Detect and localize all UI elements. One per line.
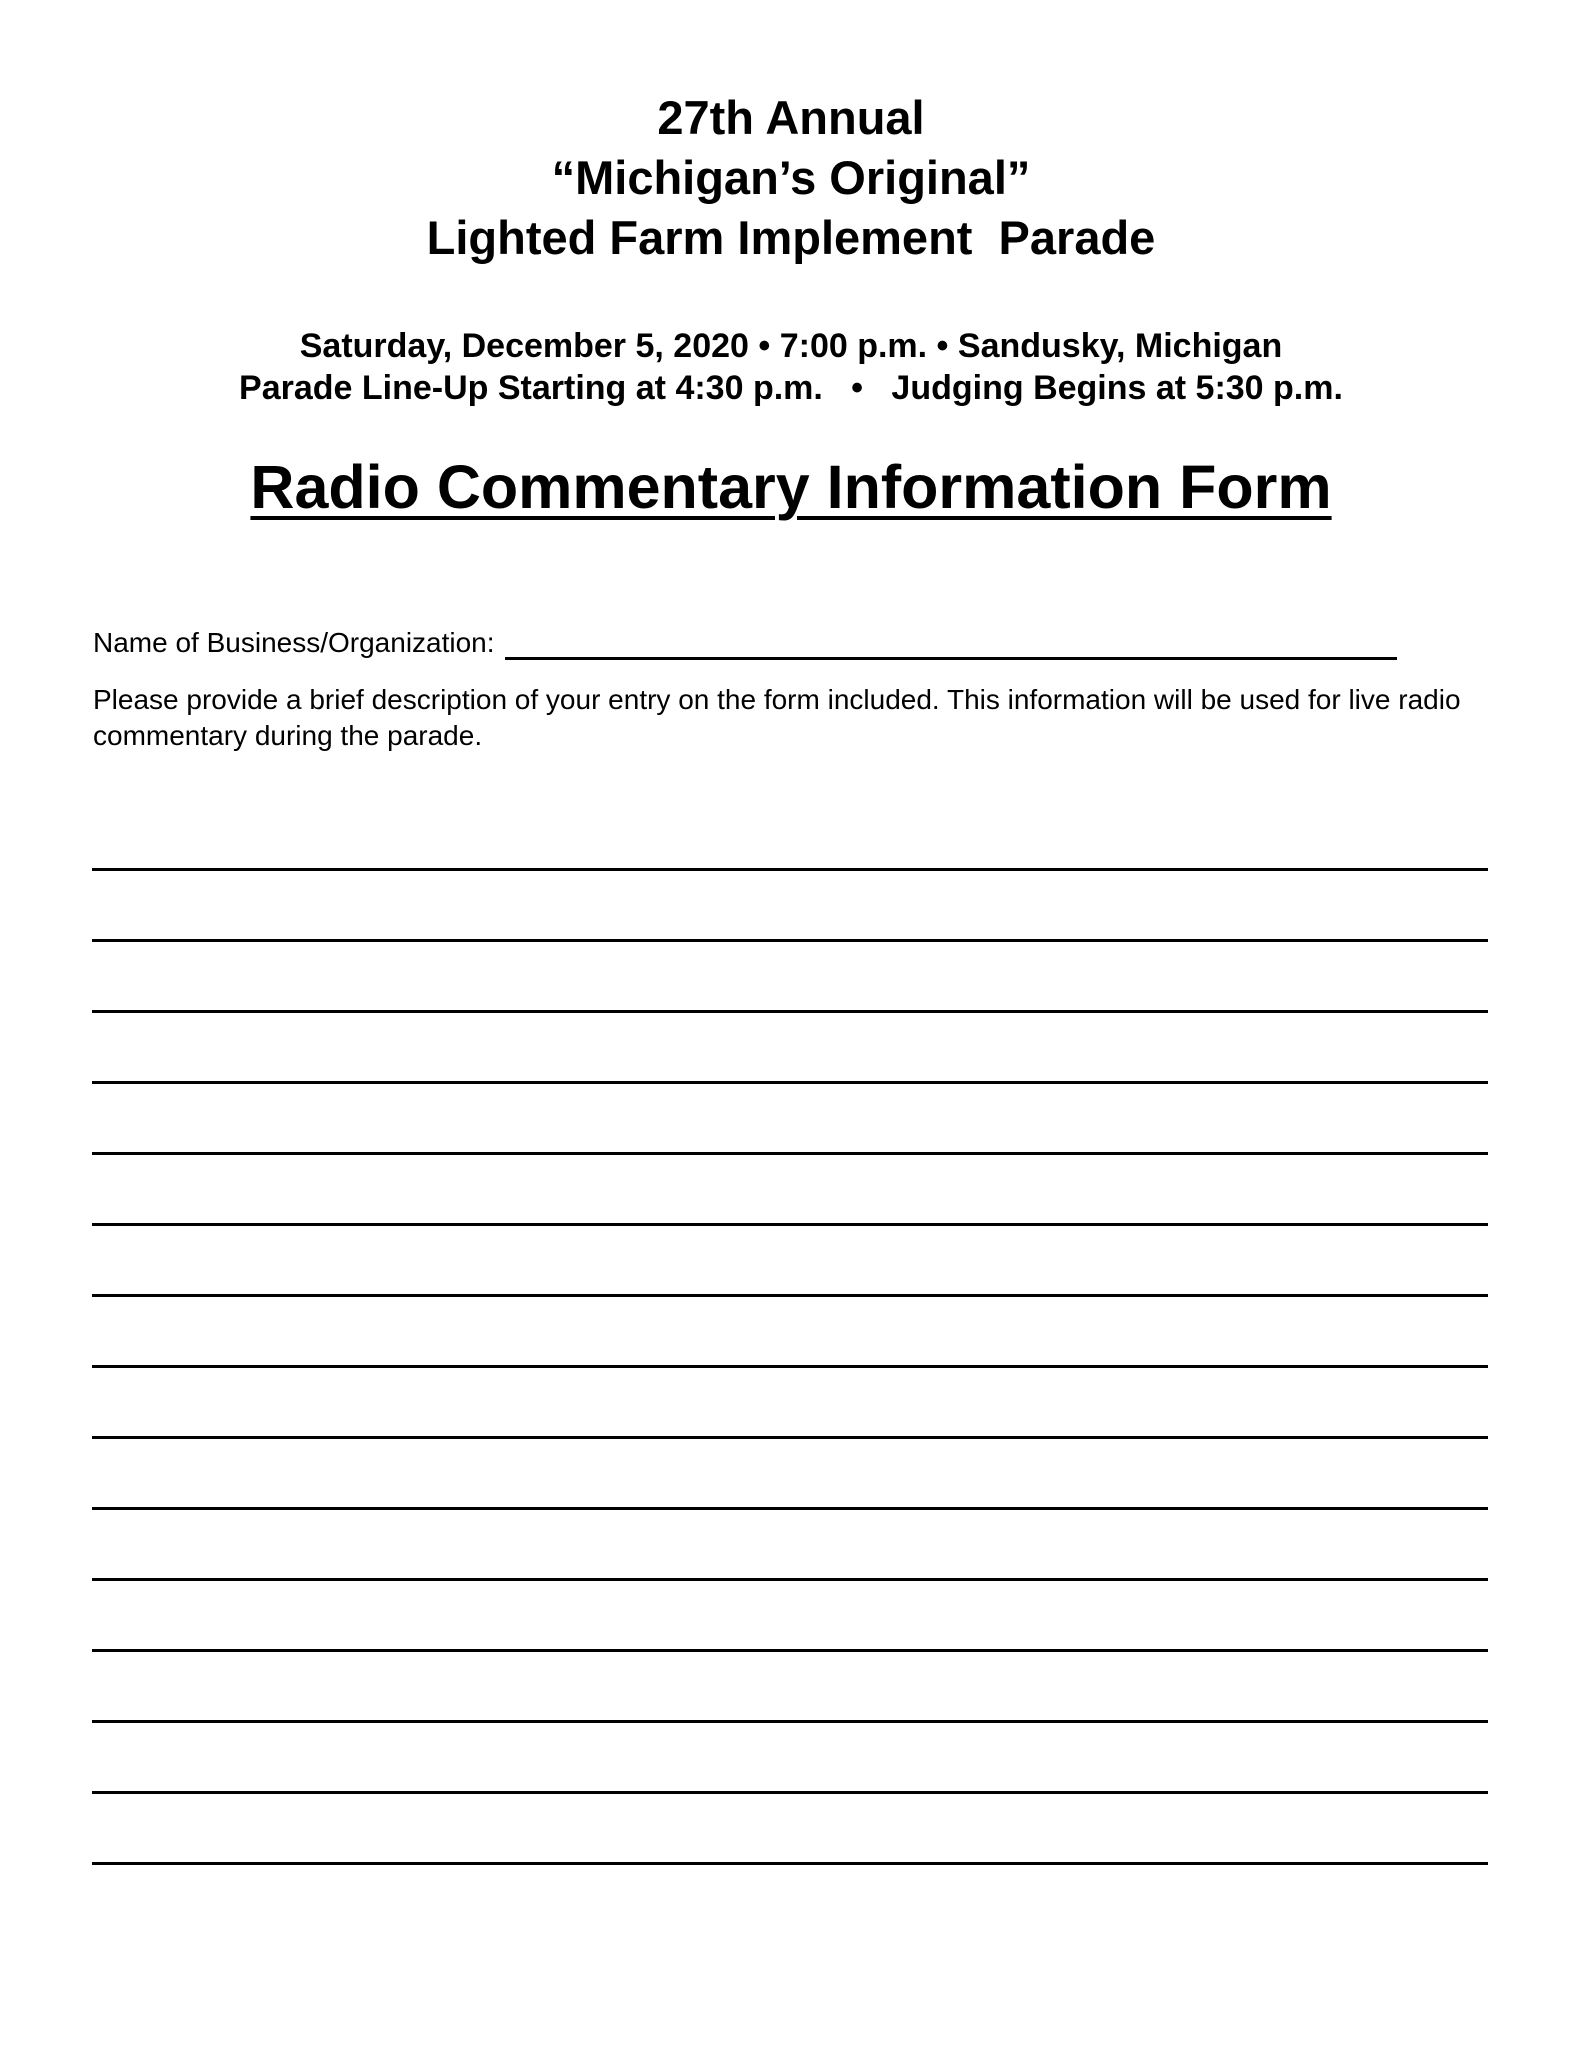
business-name-label: Name of Business/Organization: <box>93 627 495 658</box>
description-line[interactable] <box>92 1723 1488 1794</box>
description-line[interactable] <box>92 871 1488 942</box>
title-line-parade-name: Lighted Farm Implement Parade <box>426 211 1156 264</box>
event-date-time-location: Saturday, December 5, 2020 • 7:00 p.m. • Sandusky, Michigan <box>299 327 1283 365</box>
description-line[interactable] <box>92 1794 1488 1865</box>
description-line[interactable] <box>92 1439 1488 1510</box>
description-line[interactable] <box>92 1510 1488 1581</box>
form-title <box>0 452 1582 522</box>
description-line[interactable] <box>92 1368 1488 1439</box>
business-name-row <box>93 620 1397 660</box>
description-line[interactable] <box>92 1013 1488 1084</box>
business-name-field[interactable] <box>505 630 1397 660</box>
event-title <box>0 88 1582 268</box>
description-line[interactable] <box>92 942 1488 1013</box>
description-line[interactable] <box>92 800 1488 871</box>
title-line-tagline: “Michigan’s Original” <box>551 151 1031 204</box>
description-line[interactable] <box>92 1155 1488 1226</box>
title-line-anniversary: 27th Annual <box>657 91 925 144</box>
form-title-text: Radio Commentary Information Form <box>250 453 1332 521</box>
instructions-text: Please provide a brief description of your entry on the form included. This information will be used for live radio commentary during the parade. <box>93 684 1461 751</box>
description-lines[interactable] <box>92 800 1488 1865</box>
description-line[interactable] <box>92 1084 1488 1155</box>
description-line[interactable] <box>92 1226 1488 1297</box>
event-details <box>0 325 1582 409</box>
description-line[interactable] <box>92 1652 1488 1723</box>
description-line[interactable] <box>92 1297 1488 1368</box>
event-lineup-judging-times: Parade Line-Up Starting at 4:30 p.m. • Judging Begins at 5:30 p.m. <box>239 369 1343 407</box>
description-line[interactable] <box>92 1581 1488 1652</box>
